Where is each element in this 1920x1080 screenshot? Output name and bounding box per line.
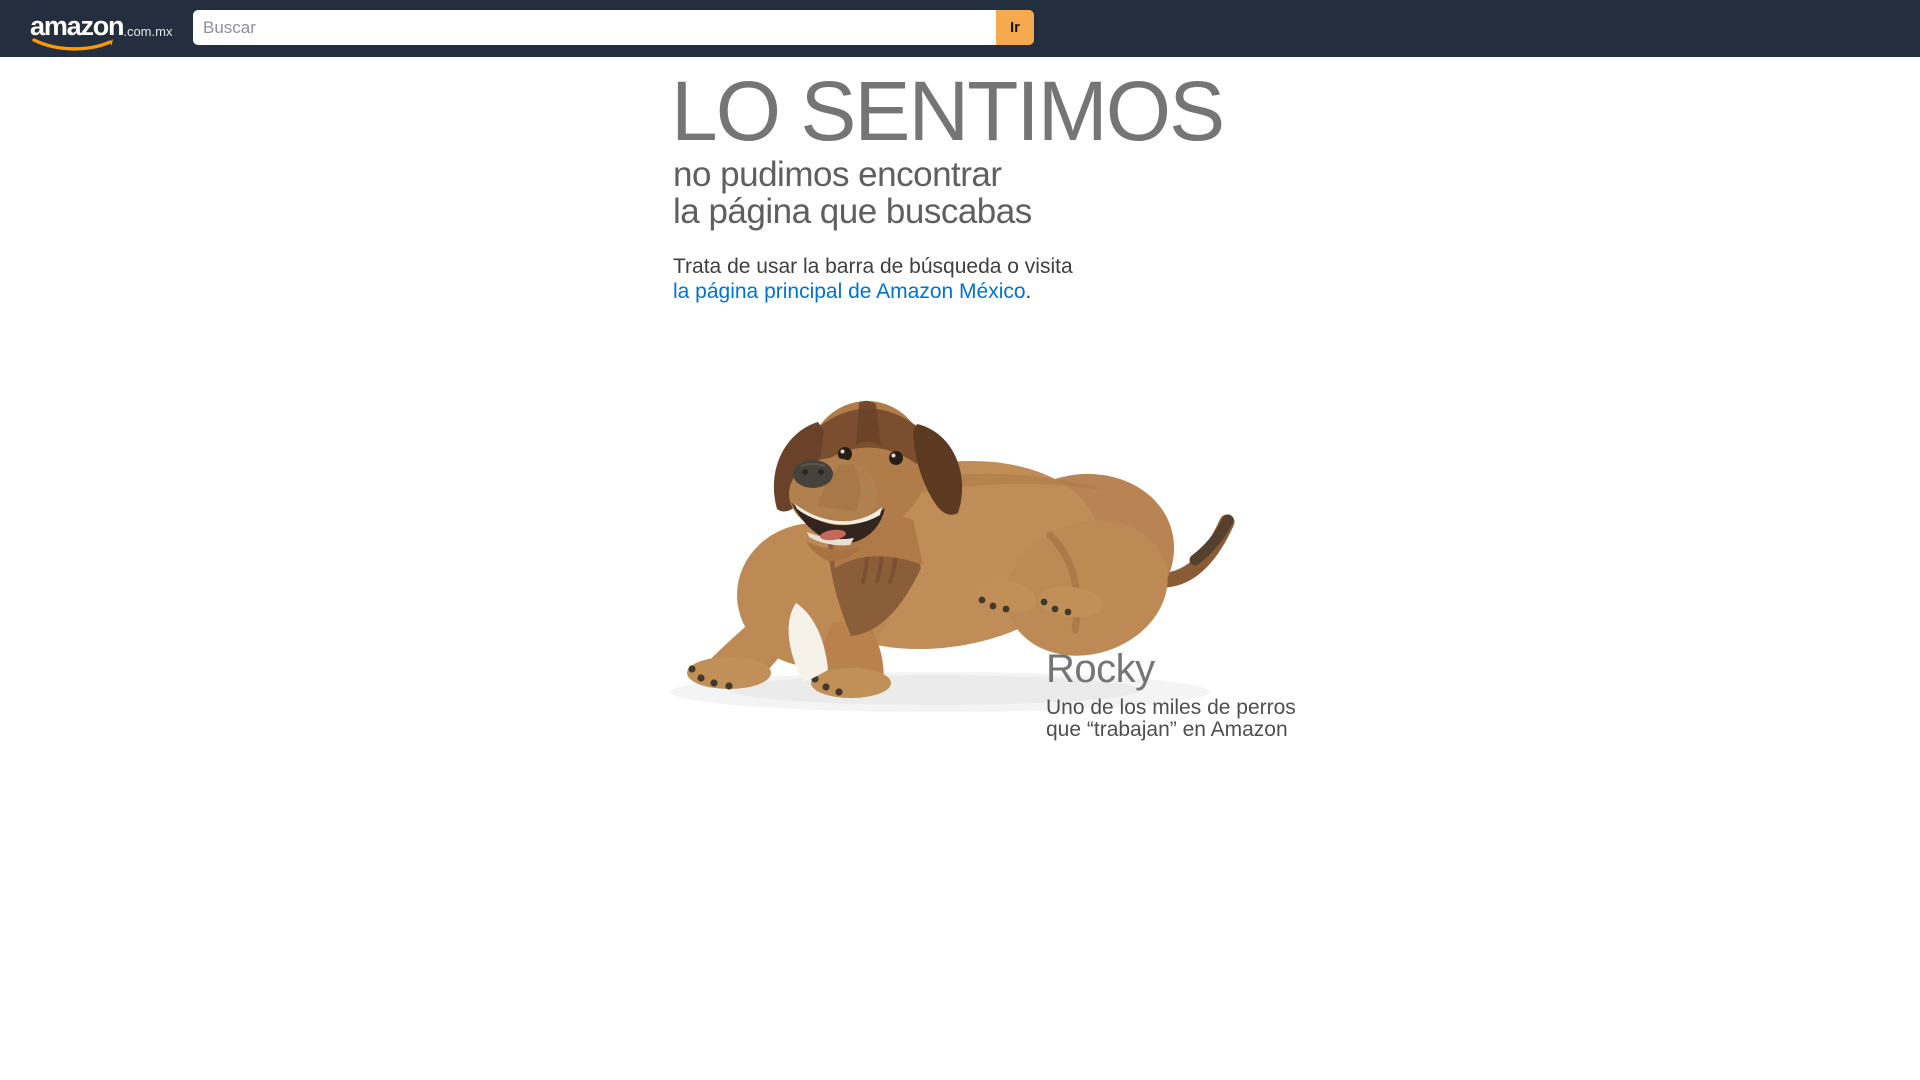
site-header (0, 0, 1920, 57)
search-go-button[interactable]: Ir (996, 10, 1034, 45)
amazon-home-link[interactable]: la página principal de Amazon México (673, 280, 1026, 303)
error-subtitle (673, 156, 1032, 230)
amazon-smile-icon (32, 38, 116, 52)
amazon-logo[interactable] (30, 11, 173, 47)
error-help-line: Trata de usar la barra de búsqueda o visita (673, 255, 1073, 278)
error-help (673, 254, 1073, 304)
home-link-suffix: . (1025, 280, 1032, 303)
dog-caption-line1: Uno de los miles de perros (1046, 696, 1296, 719)
search-bar (193, 10, 1034, 45)
error-subtitle-line2: la página que buscabas (673, 192, 1032, 231)
dog-caption-line2: que “trabajan” en Amazon (1046, 718, 1288, 741)
error-subtitle-line1: no pudimos encontrar (673, 155, 1002, 194)
dog-name: Rocky (1046, 647, 1155, 691)
page-title: LO SENTIMOS (671, 64, 1224, 158)
search-input[interactable] (193, 10, 996, 45)
amazon-logo-suffix: .com.mx (123, 24, 173, 39)
dog-caption-text (1046, 697, 1296, 741)
dog-caption (1046, 648, 1296, 741)
amazon-logo-text: amazon (30, 11, 123, 41)
